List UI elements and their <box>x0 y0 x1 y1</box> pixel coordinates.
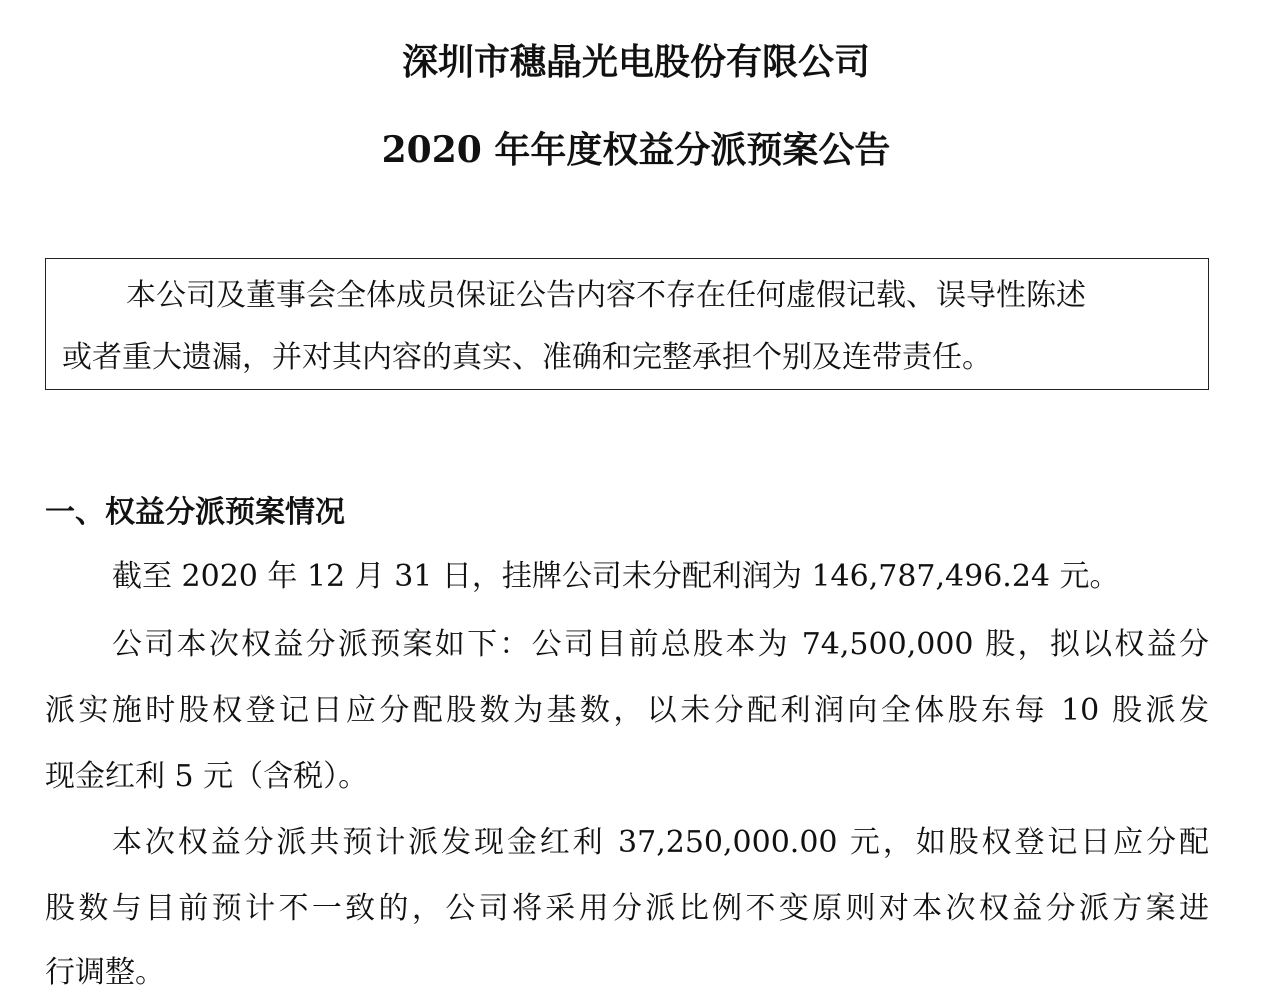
paragraph-2-line-2: 派实施时股权登记日应分配股数为基数，以未分配利润向全体股东每 10 股派发 <box>45 693 1209 728</box>
company-title: 深圳市穗晶光电股份有限公司 <box>401 41 870 83</box>
paragraph-3-line-2: 股数与目前预计不一致的，公司将采用分派比例不变原则对本次权益分派方案进 <box>45 891 1209 926</box>
section-heading-distribution-plan: 一、权益分派预案情况 <box>45 495 345 530</box>
paragraph-3-line-3: 行调整。 <box>45 955 165 990</box>
announcement-title: 2020 年年度权益分派预案公告 <box>381 129 891 171</box>
paragraph-2-line-3: 现金红利 5 元（含税）。 <box>45 759 369 794</box>
paragraph-1-line-1: 截至 2020 年 12 月 31 日，挂牌公司未分配利润为 146,787,496.24 元。 <box>112 559 1120 594</box>
paragraph-2-line-1: 公司本次权益分派预案如下：公司目前总股本为 74,500,000 股，拟以权益分 <box>112 627 1209 662</box>
declaration-line-2: 或者重大遗漏，并对其内容的真实、准确和完整承担个别及连带责任。 <box>62 340 992 375</box>
paragraph-3-line-1: 本次权益分派共预计派发现金红利 37,250,000.00 元，如股权登记日应分配 <box>112 825 1209 860</box>
board-declaration-box <box>45 258 1209 390</box>
declaration-line-1: 本公司及董事会全体成员保证公告内容不存在任何虚假记载、误导性陈述 <box>126 278 1086 313</box>
